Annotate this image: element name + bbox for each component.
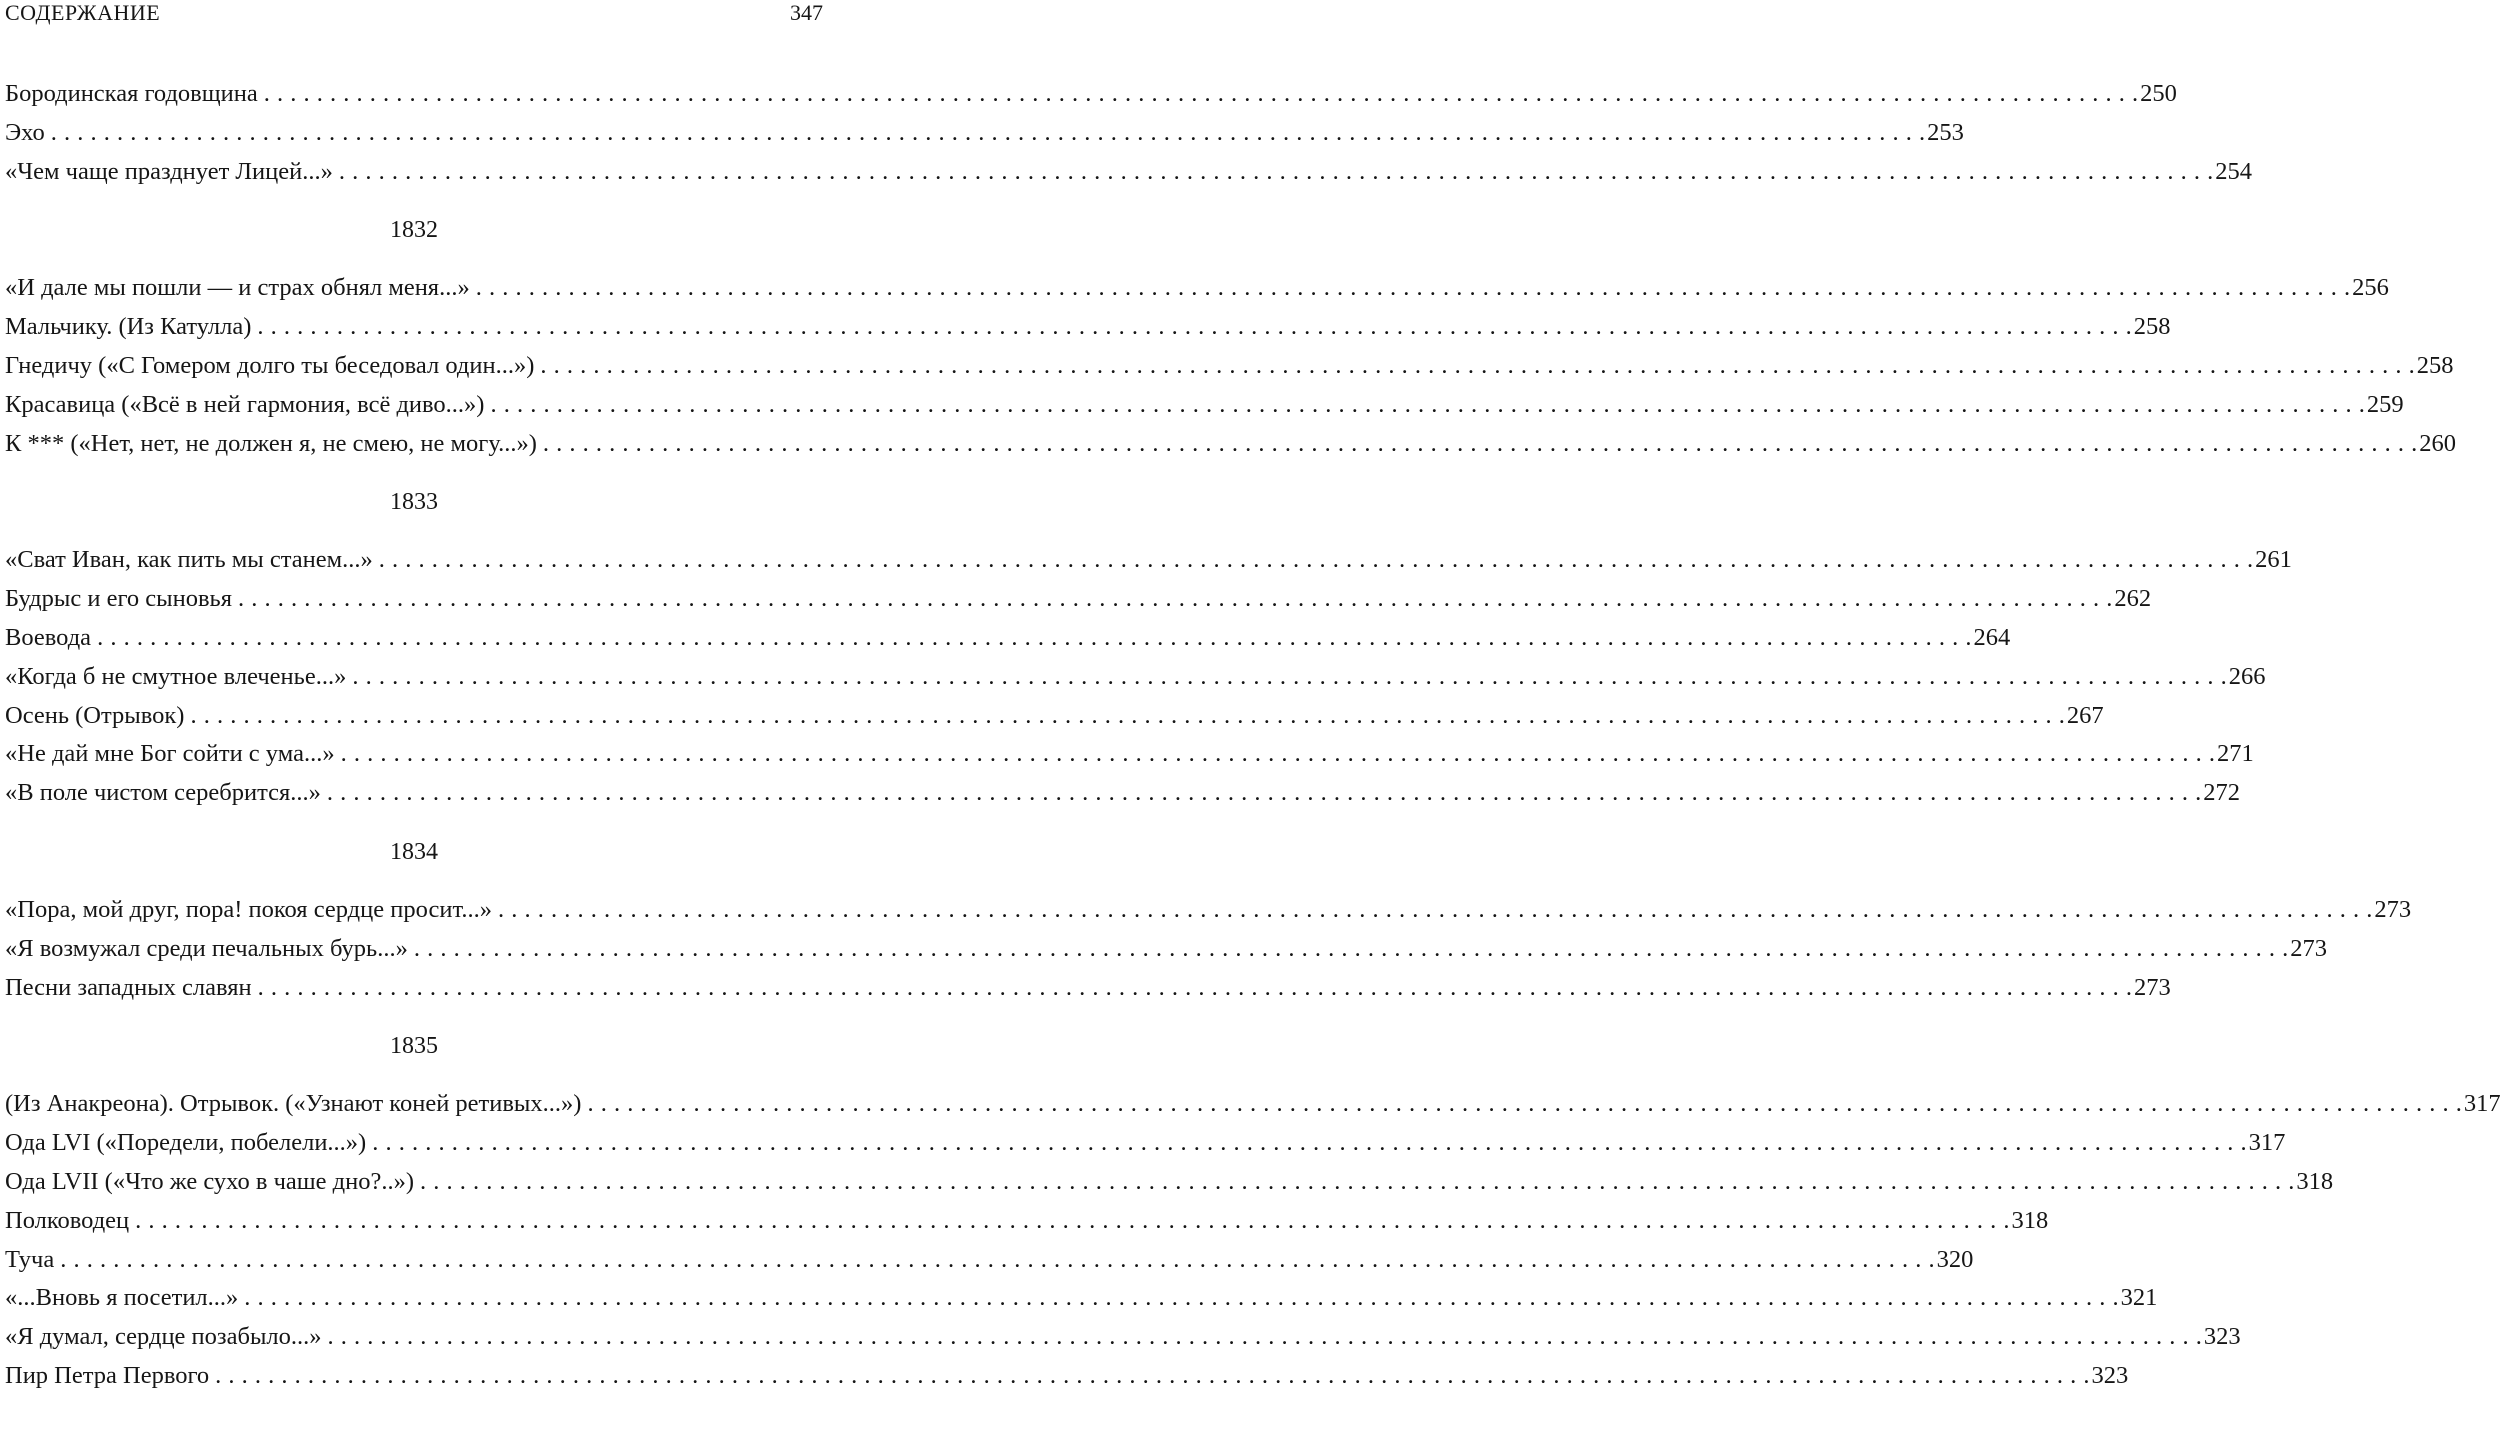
- toc-entry-title: «И дале мы пошли — и страх обнял меня...»: [5, 274, 470, 302]
- toc-entry-page: 267: [2066, 701, 2104, 729]
- toc-section: [5, 1007, 2501, 1395]
- toc-entry-page: 264: [1973, 623, 2011, 651]
- dot-leader: [476, 269, 2350, 308]
- toc-section: [5, 75, 2252, 191]
- toc-entry: [5, 386, 2404, 425]
- toc-entry-title: Воевода: [5, 623, 92, 651]
- dot-leader: [257, 308, 2131, 347]
- toc-section: [5, 191, 2457, 463]
- dot-leader: [587, 1085, 2461, 1124]
- toc-entry-title: Ода LVII («Что же сухо в чаше дно?..»): [5, 1167, 414, 1195]
- toc-section: [5, 813, 2412, 1007]
- table-of-contents: [5, 75, 2501, 1396]
- toc-entry: [5, 1357, 2129, 1396]
- toc-entry: [5, 425, 2457, 464]
- toc-entry-title: Ода LVI («Поредели, побелели...»): [5, 1129, 367, 1157]
- dot-leader: [341, 735, 2215, 774]
- dot-leader: [490, 386, 2364, 425]
- toc-entry-title: Бородинская годовщина: [5, 80, 258, 107]
- toc-entry: [5, 153, 2252, 192]
- toc-entry: [5, 1163, 2334, 1202]
- section-year-heading: 1834: [390, 838, 438, 865]
- dot-leader: [339, 153, 2213, 192]
- toc-entry-page: 320: [1936, 1245, 1974, 1273]
- toc-entry-title: Эхо: [5, 118, 45, 146]
- toc-entry-title: Красавица («Всё в ней гармония, всё диво...»): [5, 390, 485, 418]
- dot-leader: [135, 1202, 2009, 1241]
- toc-entry-title: «Сват Иван, как пить мы станем...»: [5, 546, 373, 574]
- dot-leader: [328, 1318, 2202, 1357]
- toc-entry: [5, 619, 2011, 658]
- toc-entry-page: 317: [2248, 1129, 2286, 1157]
- toc-entry-page: 259: [2366, 390, 2404, 418]
- toc-entry-page: 317: [2463, 1090, 2501, 1118]
- toc-entry-title: «Пора, мой друг, пора! покоя сердце просит...»: [5, 895, 492, 923]
- toc-entry-page: 323: [2091, 1361, 2129, 1389]
- toc-entry-title: Пир Петра Первого: [5, 1361, 210, 1389]
- dot-leader: [352, 658, 2226, 697]
- dot-leader: [414, 930, 2288, 969]
- toc-entry-title: Туча: [5, 1245, 55, 1273]
- dot-leader: [372, 1124, 2246, 1163]
- toc-entry-page: 273: [2374, 895, 2412, 923]
- toc-entry-title: Полководец: [5, 1206, 130, 1234]
- toc-entry-title: «В поле чистом серебрится...»: [5, 779, 321, 807]
- dot-leader: [498, 891, 2372, 930]
- toc-entry-page: 253: [1927, 118, 1964, 146]
- toc-entry: [5, 658, 2266, 697]
- toc-section: [5, 463, 2292, 813]
- toc-entry-page: 318: [2011, 1206, 2049, 1234]
- toc-entry-title: «Не дай мне Бог сойти с ума...»: [5, 740, 335, 768]
- toc-entry: [5, 1124, 2286, 1163]
- toc-entry: [5, 891, 2412, 930]
- dot-leader: [540, 347, 2414, 386]
- toc-entry-page: 272: [2203, 779, 2240, 807]
- toc-entry: [5, 735, 2254, 774]
- dot-leader: [258, 969, 2132, 1008]
- toc-entry: [5, 774, 2240, 813]
- toc-entry-page: 323: [2203, 1323, 2241, 1351]
- toc-entry-title: К *** («Нет, нет, не должен я, не смею, не могу...»): [5, 429, 537, 457]
- toc-entry-page: 261: [2255, 546, 2292, 574]
- toc-entry-page: 250: [2140, 80, 2177, 107]
- page-number: 347: [790, 0, 823, 25]
- toc-entry-page: 256: [2352, 274, 2389, 302]
- toc-entry: [5, 1279, 2158, 1318]
- dot-leader: [264, 75, 2138, 114]
- toc-entry-title: Мальчику. (Из Катулла): [5, 313, 252, 341]
- section-year-heading: 1833: [390, 489, 438, 516]
- dot-leader: [379, 541, 2253, 580]
- toc-entry-title: (Из Анакреона). Отрывок. («Узнают коней ретивых...»): [5, 1090, 582, 1118]
- dot-leader: [60, 1241, 1934, 1280]
- dot-leader: [97, 619, 1971, 658]
- toc-entry-title: «Я думал, сердце позабыло...»: [5, 1323, 322, 1351]
- toc-entry: [5, 697, 2104, 736]
- running-head-title: СОДЕРЖАНИЕ: [5, 0, 161, 25]
- toc-entry-title: Гнедичу («С Гомером долго ты беседовал один...»): [5, 351, 535, 379]
- toc-entry-page: 271: [2216, 740, 2254, 768]
- dot-leader: [238, 580, 2112, 619]
- toc-entry-title: «Чем чаще празднует Лицей...»: [5, 157, 333, 185]
- toc-entry: [5, 580, 2152, 619]
- toc-entry-page: 262: [2114, 585, 2152, 613]
- toc-entry: [5, 308, 2171, 347]
- toc-entry-title: «...Вновь я посетил...»: [5, 1284, 239, 1312]
- dot-leader: [215, 1357, 2089, 1396]
- toc-entry: [5, 347, 2454, 386]
- toc-entry: [5, 269, 2389, 308]
- toc-entry: [5, 541, 2292, 580]
- toc-entry: [5, 1241, 1974, 1280]
- toc-entry: [5, 1318, 2241, 1357]
- toc-entry-title: Песни западных славян: [5, 973, 252, 1001]
- toc-entry-page: 258: [2133, 313, 2171, 341]
- section-year-heading: 1835: [390, 1033, 438, 1060]
- section-year-heading: 1832: [390, 217, 438, 244]
- running-head: [5, 0, 823, 28]
- toc-entry-page: 254: [2215, 157, 2252, 185]
- dot-leader: [244, 1279, 2118, 1318]
- dot-leader: [543, 425, 2417, 464]
- toc-entry-page: 266: [2228, 662, 2266, 690]
- toc-entry-page: 260: [2419, 429, 2457, 457]
- toc-page: [5, 0, 2501, 1456]
- toc-entry: [5, 75, 2177, 114]
- dot-leader: [420, 1163, 2294, 1202]
- dot-leader: [327, 774, 2201, 813]
- toc-entry-page: 258: [2416, 351, 2454, 379]
- dot-leader: [190, 697, 2064, 736]
- toc-entry-title: «Я возмужал среди печальных бурь...»: [5, 934, 408, 962]
- toc-entry: [5, 969, 2171, 1008]
- toc-entry-title: Осень (Отрывок): [5, 701, 185, 729]
- toc-entry: [5, 1085, 2501, 1124]
- toc-entry-page: 321: [2120, 1284, 2158, 1312]
- toc-entry-title: Будрыс и его сыновья: [5, 585, 232, 613]
- dot-leader: [51, 114, 1925, 153]
- toc-entry: [5, 1202, 2049, 1241]
- toc-entry: [5, 930, 2327, 969]
- toc-entry-title: «Когда б не смутное влеченье...»: [5, 662, 347, 690]
- toc-entry-page: 273: [2290, 934, 2327, 962]
- toc-entry: [5, 114, 1964, 153]
- toc-entry-page: 273: [2134, 973, 2171, 1001]
- toc-entry-page: 318: [2296, 1167, 2334, 1195]
